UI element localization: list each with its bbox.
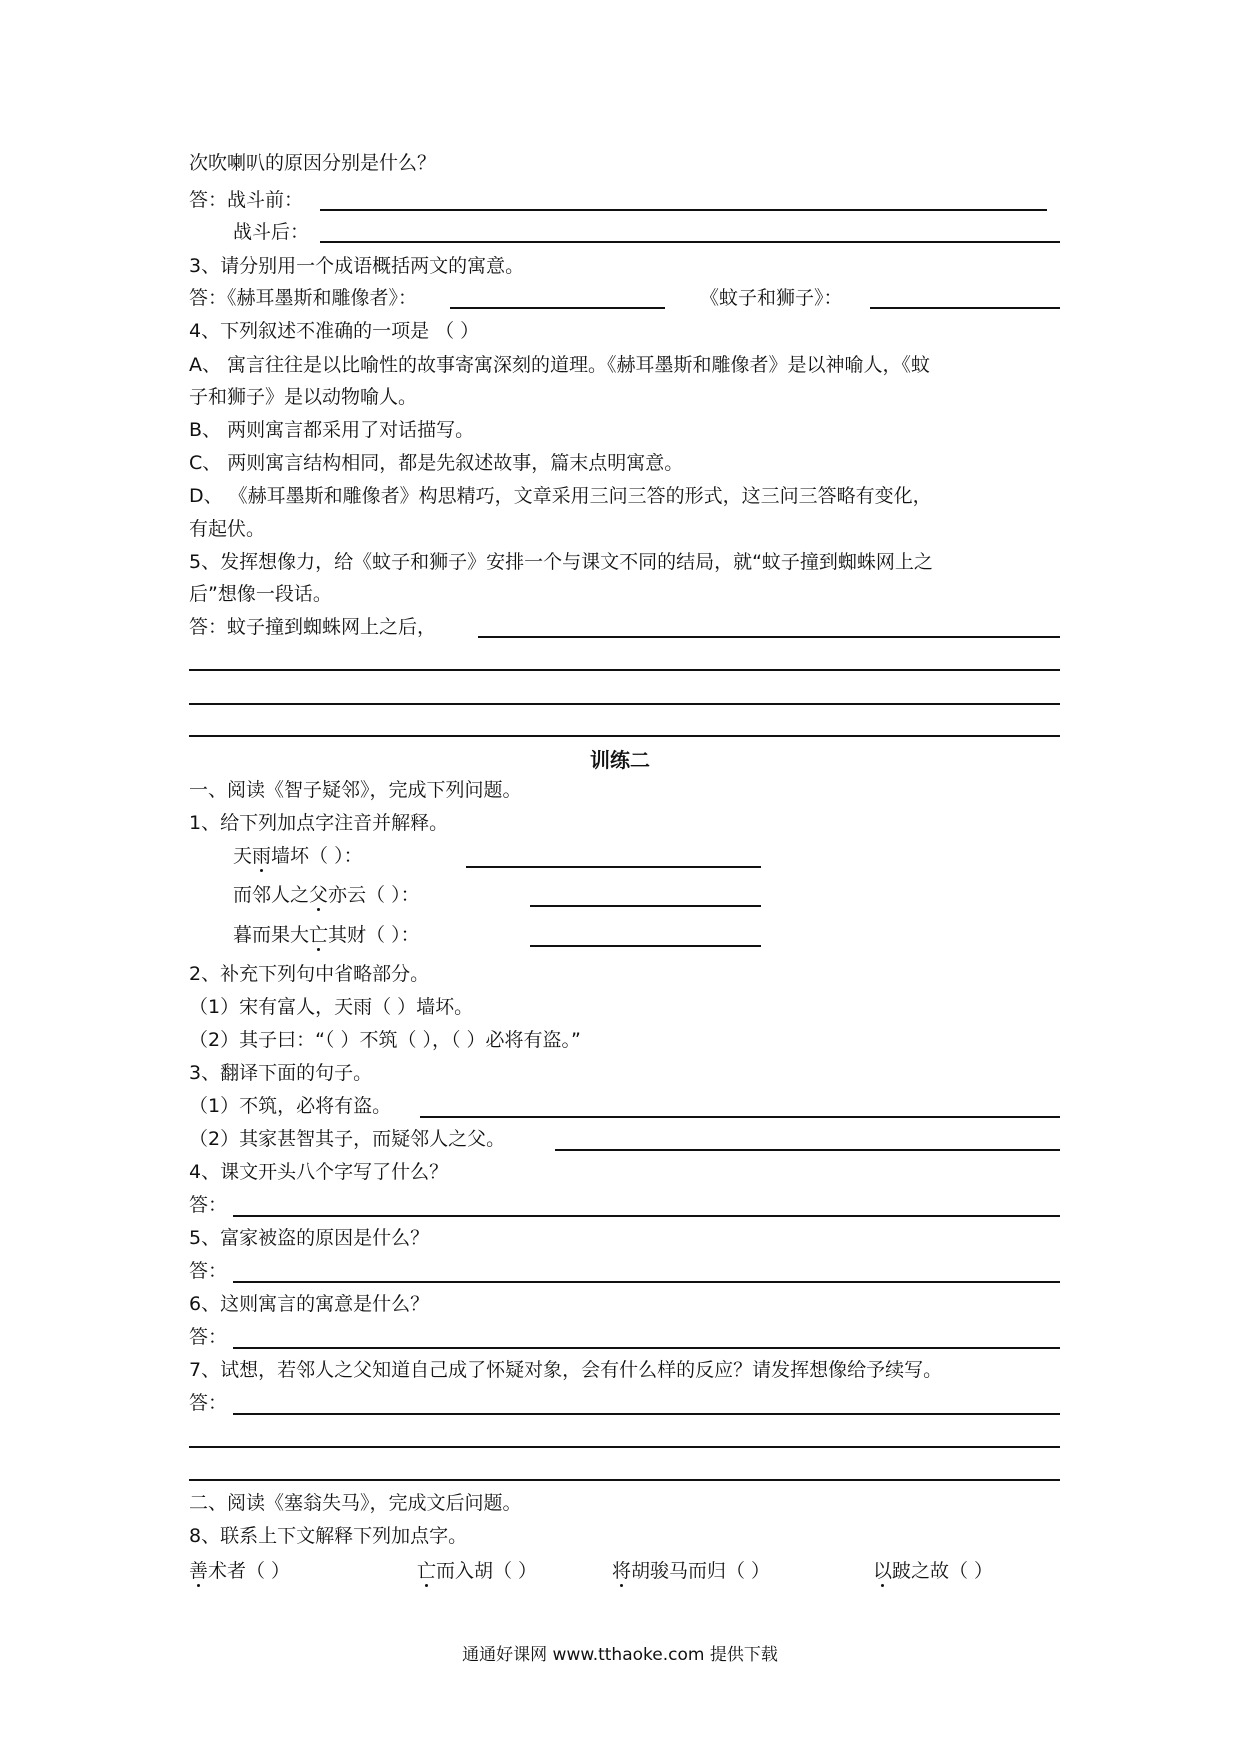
q7-answer-label: 答： — [189, 1392, 228, 1414]
q3-answer-b-label: 《蚊子和狮子》： — [700, 287, 843, 309]
q3-question: 3、请分别用一个成语概括两文的寓意。 — [189, 255, 525, 277]
answer-line[interactable] — [530, 945, 761, 947]
answer-line[interactable] — [555, 1149, 1060, 1151]
answer-line[interactable] — [320, 209, 1047, 211]
q8-item-1: 善术者（ ） — [189, 1560, 291, 1582]
q4-option-a-cont: 子和狮子》是以动物喻人。 — [189, 386, 418, 408]
q1-item-1: 天雨墙坏（ ）： — [233, 845, 363, 867]
q3-answer-a-label: 答：《赫耳墨斯和雕像者》： — [189, 287, 418, 309]
q8-item-3: 将胡骏马而归（ ） — [612, 1560, 771, 1582]
q7-question: 7、试想，若邻人之父知道自己成了怀疑对象，会有什么样的反应？请发挥想像给予续写。 — [189, 1359, 943, 1381]
q1-item-3: 暮而果大亡其财（ ）： — [233, 924, 420, 946]
q8-item-4: 以跛之故（ ） — [873, 1560, 994, 1582]
q3-question: 3、翻译下面的句子。 — [189, 1062, 373, 1084]
q5-answer-label: 答：蚊子撞到蜘蛛网上之后， — [189, 616, 437, 638]
q4-question: 4、下列叙述不准确的一项是 （ ） — [189, 320, 480, 342]
q3-item-1: （1）不筑，必将有盗。 — [189, 1095, 392, 1117]
footer-credit: 通通好课网 www.tthaoke.com 提供下载 — [462, 1645, 778, 1665]
answer-line[interactable] — [530, 905, 761, 907]
answer-line[interactable] — [189, 1446, 1060, 1448]
q4-option-a: A、 寓言往往是以比喻性的故事寄寓深刻的道理。《赫耳墨斯和雕像者》是以神喻人，《蚊 — [189, 354, 931, 376]
q2-answer-after-label: 战斗后： — [233, 221, 310, 243]
answer-line[interactable] — [189, 1479, 1060, 1481]
q8-question: 8、联系上下文解释下列加点字。 — [189, 1525, 468, 1547]
q4-option-c: C、 两则寓言结构相同，都是先叙述故事，篇末点明寓意。 — [189, 452, 684, 474]
answer-line[interactable] — [189, 735, 1060, 737]
q2-tail: 次吹喇叭的原因分别是什么？ — [189, 152, 437, 174]
section-two-heading: 二、阅读《塞翁失马》，完成文后问题。 — [189, 1492, 522, 1514]
q4-question: 4、课文开头八个字写了什么？ — [189, 1161, 449, 1183]
q4-option-d-cont: 有起伏。 — [189, 518, 266, 540]
q2-answer-before-label: 答：战斗前： — [189, 189, 304, 211]
q5-question: 5、富家被盗的原因是什么？ — [189, 1227, 430, 1249]
q1-item-2: 而邻人之父亦云（ ）： — [233, 884, 420, 906]
q2-question: 2、补充下列句中省略部分。 — [189, 963, 430, 985]
q4-option-d: D、 《赫耳墨斯和雕像者》构思精巧，文章采用三问三答的形式，这三问三答略有变化， — [189, 485, 932, 507]
answer-line[interactable] — [450, 307, 665, 309]
answer-line[interactable] — [320, 241, 1060, 243]
q5-answer-label: 答： — [189, 1260, 228, 1282]
q2-item-2: （2）其子曰：“（ ）不筑（ ），（ ）必将有盗。” — [189, 1029, 581, 1051]
answer-line[interactable] — [189, 703, 1060, 705]
q6-answer-label: 答： — [189, 1326, 228, 1348]
q4-answer-label: 答： — [189, 1194, 228, 1216]
q2-item-1: （1）宋有富人，天雨（ ）墙坏。 — [189, 996, 474, 1018]
q6-question: 6、这则寓言的寓意是什么？ — [189, 1293, 430, 1315]
section-title: 训练二 — [590, 748, 650, 772]
q5-question: 5、发挥想像力，给《蚊子和狮子》安排一个与课文不同的结局，就“蚊子撞到蜘蛛网上之 — [189, 551, 933, 573]
answer-line[interactable] — [189, 669, 1060, 671]
section-one-heading: 一、阅读《智子疑邻》，完成下列问题。 — [189, 779, 522, 801]
q4-option-b: B、 两则寓言都采用了对话描写。 — [189, 419, 475, 441]
answer-line[interactable] — [233, 1347, 1060, 1349]
answer-line[interactable] — [478, 636, 1060, 638]
q5-question-cont: 后”想像一段话。 — [189, 583, 332, 605]
answer-line[interactable] — [233, 1413, 1060, 1415]
q1-question: 1、给下列加点字注音并解释。 — [189, 812, 449, 834]
answer-line[interactable] — [870, 307, 1060, 309]
answer-line[interactable] — [233, 1215, 1060, 1217]
answer-line[interactable] — [420, 1116, 1060, 1118]
q3-item-2: （2）其家甚智其子，而疑邻人之父。 — [189, 1128, 506, 1150]
answer-line[interactable] — [466, 866, 761, 868]
answer-line[interactable] — [233, 1281, 1060, 1283]
q8-item-2: 亡而入胡（ ） — [417, 1560, 538, 1582]
